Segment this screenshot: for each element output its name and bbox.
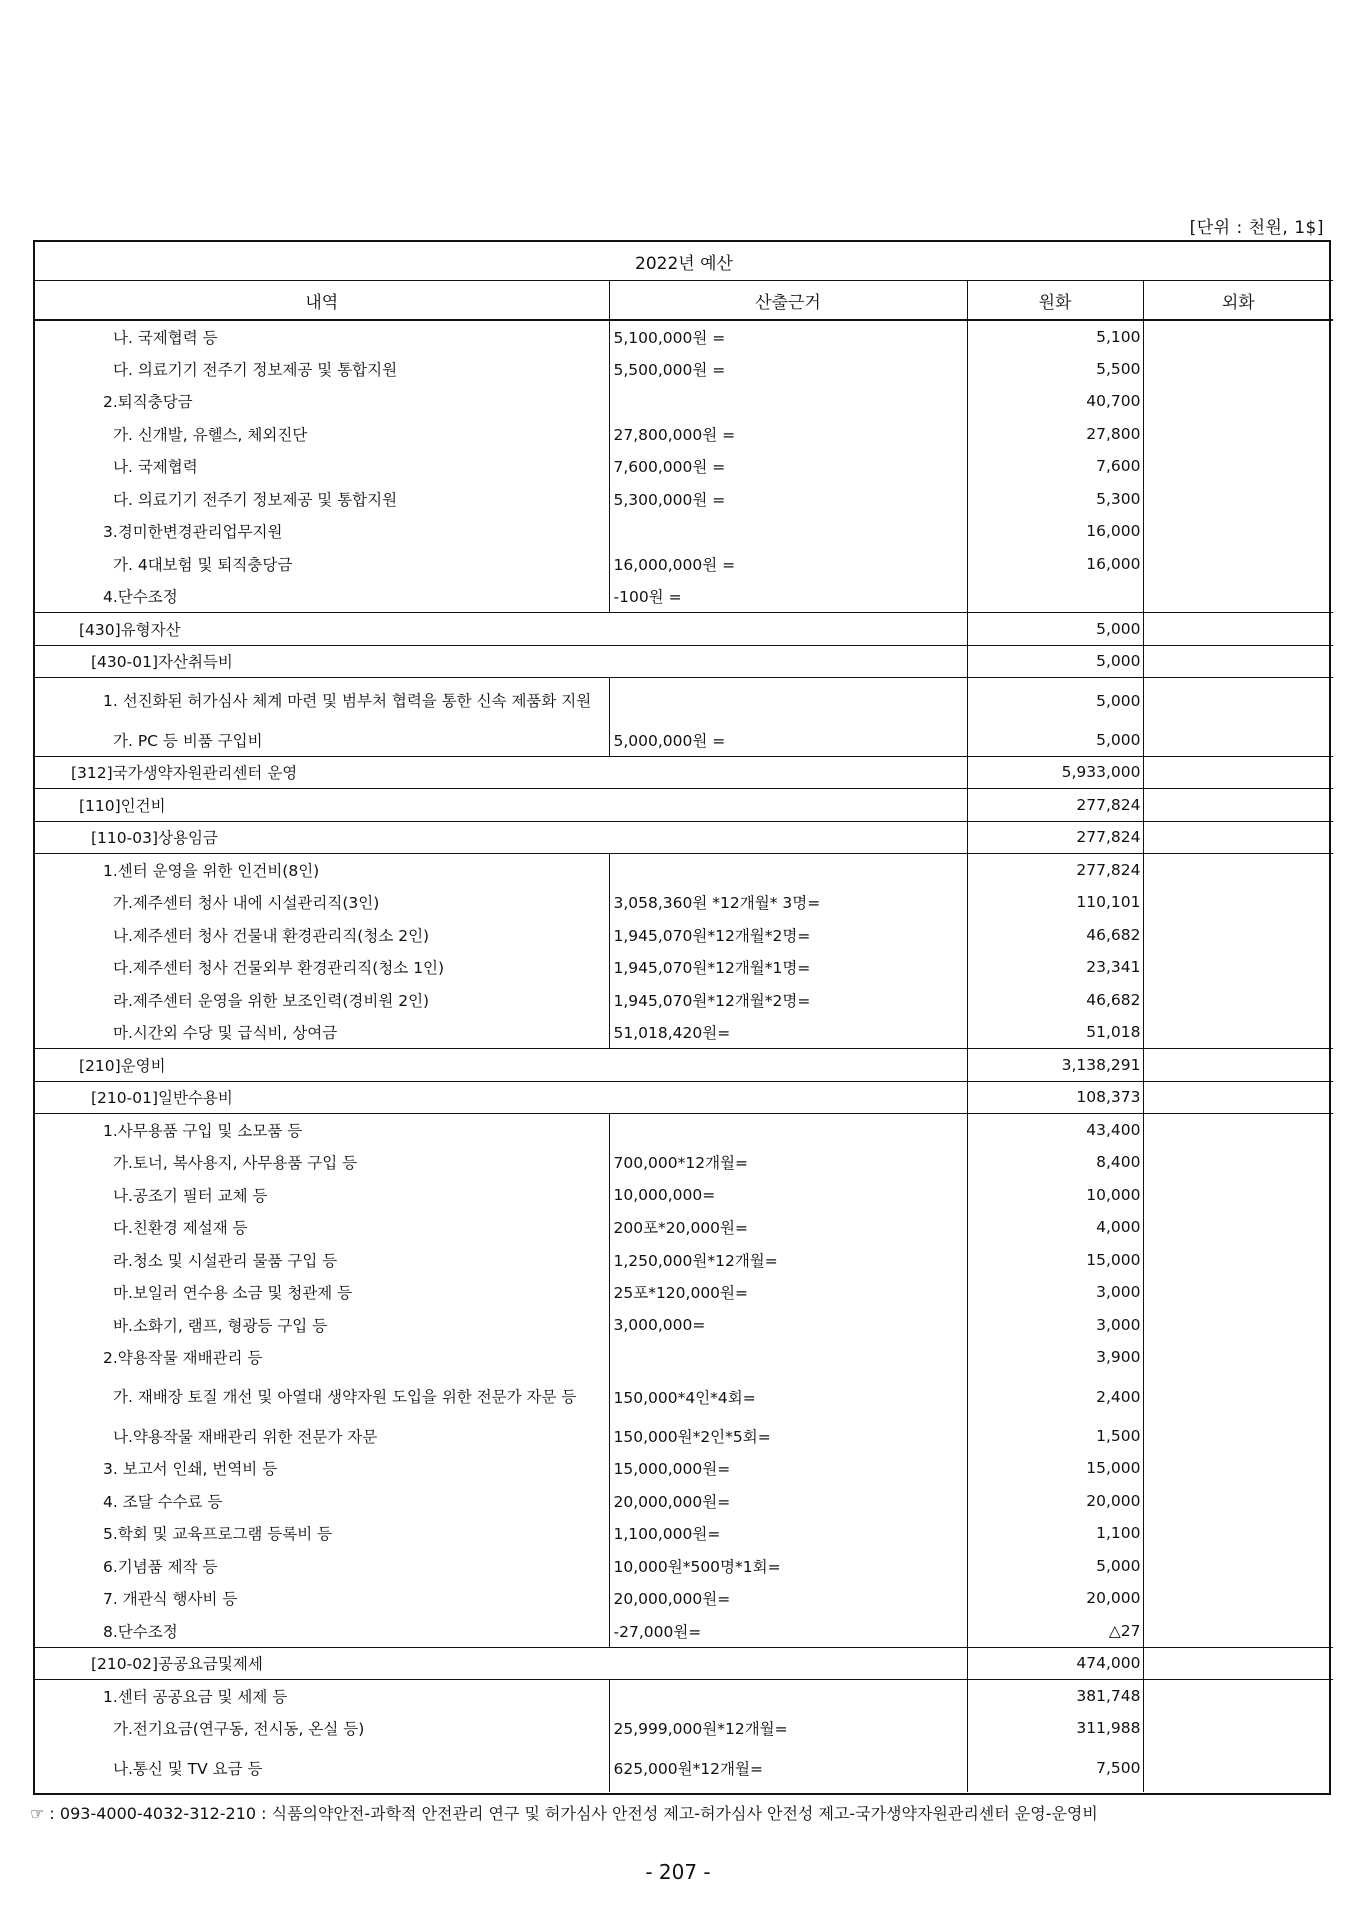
- row-fx: [1143, 1341, 1333, 1374]
- row-fx: [1143, 821, 1333, 854]
- row-item: [210-01]일반수용비: [35, 1081, 967, 1114]
- row-basis: 10,000,000=: [609, 1179, 967, 1212]
- row-item: 1. 선진화된 허가심사 체계 마련 및 범부처 협력을 통한 신속 제품화 지원: [35, 678, 609, 724]
- table-row: [35, 1374, 1333, 1420]
- row-krw: 277,824: [967, 854, 1143, 887]
- table-row: [35, 450, 1333, 483]
- row-fx: [1143, 984, 1333, 1017]
- table-row: [35, 1517, 1333, 1550]
- row-fx: [1143, 1211, 1333, 1244]
- row-basis: [609, 1680, 967, 1713]
- row-basis: [609, 1341, 967, 1374]
- table-row: [35, 1146, 1333, 1179]
- row-basis: 3,000,000=: [609, 1309, 967, 1342]
- row-fx: [1143, 1309, 1333, 1342]
- row-krw: 46,682: [967, 984, 1143, 1017]
- row-krw: 277,824: [967, 789, 1143, 822]
- table-row: [35, 1081, 1333, 1114]
- row-krw: 5,933,000: [967, 756, 1143, 789]
- row-fx: [1143, 1485, 1333, 1518]
- row-krw: 5,000: [967, 678, 1143, 724]
- row-item: 가. PC 등 비품 구입비: [35, 724, 609, 757]
- row-krw: 3,000: [967, 1276, 1143, 1309]
- row-fx: [1143, 548, 1333, 581]
- table-row: [35, 854, 1333, 887]
- table-row: [35, 886, 1333, 919]
- row-fx: [1143, 1647, 1333, 1680]
- table-row: [35, 1016, 1333, 1049]
- row-krw: 16,000: [967, 548, 1143, 581]
- row-item: 나.약용작물 재배관리 위한 전문가 자문: [35, 1420, 609, 1453]
- row-item: 다. 의료기기 전주기 정보제공 및 통합지원: [35, 353, 609, 386]
- row-fx: [1143, 854, 1333, 887]
- row-krw: 5,000: [967, 1550, 1143, 1583]
- row-basis: 1,250,000원*12개월=: [609, 1244, 967, 1277]
- table-title: 2022년 예산: [35, 242, 1333, 281]
- table-body: [35, 320, 1333, 1792]
- row-item: 나. 국제협력 등: [35, 320, 609, 353]
- table-row: [35, 984, 1333, 1017]
- row-krw: 20,000: [967, 1485, 1143, 1518]
- row-krw: 1,500: [967, 1420, 1143, 1453]
- row-fx: [1143, 645, 1333, 678]
- row-fx: [1143, 951, 1333, 984]
- row-item: 나. 국제협력: [35, 450, 609, 483]
- row-item: 4.단수조정: [35, 580, 609, 613]
- row-basis: 25,999,000원*12개월=: [609, 1712, 967, 1745]
- row-krw: 5,500: [967, 353, 1143, 386]
- row-item: 2.약용작물 재배관리 등: [35, 1341, 609, 1374]
- row-fx: [1143, 613, 1333, 646]
- row-basis: 1,945,070원*12개월*2명=: [609, 984, 967, 1017]
- row-krw: 23,341: [967, 951, 1143, 984]
- table-row: [35, 548, 1333, 581]
- row-item: 가.전기요금(연구동, 전시동, 온실 등): [35, 1712, 609, 1745]
- table-row: [35, 951, 1333, 984]
- table-row: [35, 756, 1333, 789]
- table-row: [35, 1615, 1333, 1648]
- table-row: [35, 1049, 1333, 1082]
- table-row: [35, 724, 1333, 757]
- row-krw: 5,300: [967, 483, 1143, 516]
- row-fx: [1143, 580, 1333, 613]
- table-row: [35, 353, 1333, 386]
- row-fx: [1143, 1420, 1333, 1453]
- table-row: [35, 1309, 1333, 1342]
- row-fx: [1143, 1114, 1333, 1147]
- table-row: [35, 1341, 1333, 1374]
- header-fx: 외화: [1143, 281, 1333, 321]
- row-item: 8.단수조정: [35, 1615, 609, 1648]
- header-krw: 원화: [967, 281, 1143, 321]
- table-row: [35, 1582, 1333, 1615]
- row-basis: 7,600,000원 =: [609, 450, 967, 483]
- row-krw: 5,100: [967, 320, 1143, 353]
- table-row: [35, 1276, 1333, 1309]
- row-basis: 1,945,070원*12개월*2명=: [609, 919, 967, 952]
- row-item: 4. 조달 수수료 등: [35, 1485, 609, 1518]
- row-fx: [1143, 1179, 1333, 1212]
- row-item: 나.통신 및 TV 요금 등: [35, 1745, 609, 1792]
- row-krw: 5,000: [967, 645, 1143, 678]
- row-item: [312]국가생약자원관리센터 운영: [35, 756, 967, 789]
- row-krw: 8,400: [967, 1146, 1143, 1179]
- row-item: 1.센터 공공요금 및 세제 등: [35, 1680, 609, 1713]
- row-item: 가.제주센터 청사 내에 시설관리직(3인): [35, 886, 609, 919]
- table-row: [35, 580, 1333, 613]
- row-basis: 25포*120,000원=: [609, 1276, 967, 1309]
- row-basis: -100원 =: [609, 580, 967, 613]
- row-basis: 5,000,000원 =: [609, 724, 967, 757]
- budget-table: [35, 242, 1333, 1792]
- row-krw: 7,600: [967, 450, 1143, 483]
- row-fx: [1143, 886, 1333, 919]
- row-fx: [1143, 724, 1333, 757]
- page-number: - 207 -: [645, 1860, 711, 1884]
- row-krw: 43,400: [967, 1114, 1143, 1147]
- row-basis: 16,000,000원 =: [609, 548, 967, 581]
- row-fx: [1143, 1276, 1333, 1309]
- row-fx: [1143, 1745, 1333, 1792]
- unit-label: [단위 : 천원, 1$]: [1189, 218, 1324, 238]
- row-fx: [1143, 789, 1333, 822]
- row-item: 3. 보고서 인쇄, 번역비 등: [35, 1452, 609, 1485]
- row-item: 다.제주센터 청사 건물외부 환경관리직(청소 1인): [35, 951, 609, 984]
- table-row: [35, 919, 1333, 952]
- table-row: [35, 1712, 1333, 1745]
- row-item: 다.친환경 제설재 등: [35, 1211, 609, 1244]
- table-row: [35, 1211, 1333, 1244]
- row-krw: 15,000: [967, 1452, 1143, 1485]
- table-row: [35, 1550, 1333, 1583]
- row-item: 나.공조기 필터 교체 등: [35, 1179, 609, 1212]
- table-row: [35, 1179, 1333, 1212]
- row-krw: 20,000: [967, 1582, 1143, 1615]
- table-row: [35, 515, 1333, 548]
- footnote: ☞ : 093-4000-4032-312-210 : 식품의약안전-과학적 안전관리 연구 및 허가심사 안전성 제고-허가심사 안전성 제고-국가생약자원관리센터 운영-운영비: [30, 1804, 1098, 1823]
- table-row: [35, 1420, 1333, 1453]
- row-krw: 7,500: [967, 1745, 1143, 1792]
- row-krw: 108,373: [967, 1081, 1143, 1114]
- header-item: 내역: [35, 281, 609, 321]
- table-row: [35, 1647, 1333, 1680]
- row-fx: [1143, 1615, 1333, 1648]
- row-fx: [1143, 678, 1333, 724]
- row-item: 가.토너, 복사용지, 사무용품 구입 등: [35, 1146, 609, 1179]
- row-item: 5.학회 및 교육프로그램 등록비 등: [35, 1517, 609, 1550]
- row-basis: [609, 515, 967, 548]
- row-item: 6.기념품 제작 등: [35, 1550, 609, 1583]
- row-basis: [609, 1114, 967, 1147]
- row-krw: 27,800: [967, 418, 1143, 451]
- row-basis: 150,000원*2인*5회=: [609, 1420, 967, 1453]
- row-fx: [1143, 1712, 1333, 1745]
- row-krw: 16,000: [967, 515, 1143, 548]
- row-basis: 20,000,000원=: [609, 1582, 967, 1615]
- row-krw: 46,682: [967, 919, 1143, 952]
- row-item: 바.소화기, 램프, 형광등 구입 등: [35, 1309, 609, 1342]
- row-basis: 10,000원*500명*1회=: [609, 1550, 967, 1583]
- row-item: [110]인건비: [35, 789, 967, 822]
- row-basis: 1,945,070원*12개월*1명=: [609, 951, 967, 984]
- table-row: [35, 1452, 1333, 1485]
- row-basis: -27,000원=: [609, 1615, 967, 1648]
- row-krw: 3,138,291: [967, 1049, 1143, 1082]
- row-fx: [1143, 1049, 1333, 1082]
- row-basis: 27,800,000원 =: [609, 418, 967, 451]
- row-krw: 110,101: [967, 886, 1143, 919]
- table-row: [35, 1745, 1333, 1792]
- row-krw: 5,000: [967, 724, 1143, 757]
- row-fx: [1143, 515, 1333, 548]
- row-fx: [1143, 483, 1333, 516]
- row-krw: 3,900: [967, 1341, 1143, 1374]
- header-basis: 산출근거: [609, 281, 967, 321]
- row-item: [110-03]상용임금: [35, 821, 967, 854]
- row-item: 가. 4대보험 및 퇴직충당금: [35, 548, 609, 581]
- row-krw: 15,000: [967, 1244, 1143, 1277]
- row-item: 1.센터 운영을 위한 인건비(8인): [35, 854, 609, 887]
- row-krw: 4,000: [967, 1211, 1143, 1244]
- row-item: [210]운영비: [35, 1049, 967, 1082]
- row-krw: 1,100: [967, 1517, 1143, 1550]
- row-basis: 5,300,000원 =: [609, 483, 967, 516]
- row-krw: 381,748: [967, 1680, 1143, 1713]
- row-basis: 625,000원*12개월=: [609, 1745, 967, 1792]
- row-krw: 51,018: [967, 1016, 1143, 1049]
- row-item: 마.시간외 수당 및 급식비, 상여금: [35, 1016, 609, 1049]
- table-row: [35, 789, 1333, 822]
- row-basis: 5,500,000원 =: [609, 353, 967, 386]
- table-row: [35, 418, 1333, 451]
- row-item: 나.제주센터 청사 건물내 환경관리직(청소 2인): [35, 919, 609, 952]
- budget-table-frame: [33, 240, 1331, 1795]
- row-basis: [609, 385, 967, 418]
- row-basis: 15,000,000원=: [609, 1452, 967, 1485]
- row-fx: [1143, 1582, 1333, 1615]
- row-item: [210-02]공공요금및제세: [35, 1647, 967, 1680]
- row-fx: [1143, 1081, 1333, 1114]
- table-row: [35, 483, 1333, 516]
- row-krw: 2,400: [967, 1374, 1143, 1420]
- row-item: 3.경미한변경관리업무지원: [35, 515, 609, 548]
- row-basis: 5,100,000원 =: [609, 320, 967, 353]
- table-row: [35, 678, 1333, 724]
- table-row: [35, 1485, 1333, 1518]
- row-fx: [1143, 1146, 1333, 1179]
- row-basis: 20,000,000원=: [609, 1485, 967, 1518]
- table-row: [35, 1114, 1333, 1147]
- table-row: [35, 1244, 1333, 1277]
- row-krw: 40,700: [967, 385, 1143, 418]
- row-krw: 474,000: [967, 1647, 1143, 1680]
- row-fx: [1143, 1517, 1333, 1550]
- row-fx: [1143, 353, 1333, 386]
- row-item: 가. 신개발, 유헬스, 체외진단: [35, 418, 609, 451]
- row-basis: [609, 678, 967, 724]
- row-fx: [1143, 756, 1333, 789]
- row-item: 가. 재배장 토질 개선 및 아열대 생약자원 도입을 위한 전문가 자문 등: [35, 1374, 609, 1420]
- row-fx: [1143, 1016, 1333, 1049]
- table-row: [35, 385, 1333, 418]
- row-krw: 10,000: [967, 1179, 1143, 1212]
- row-fx: [1143, 385, 1333, 418]
- row-item: 마.보일러 연수용 소금 및 청관제 등: [35, 1276, 609, 1309]
- row-fx: [1143, 919, 1333, 952]
- row-fx: [1143, 1244, 1333, 1277]
- row-fx: [1143, 1550, 1333, 1583]
- table-row: [35, 821, 1333, 854]
- row-basis: [609, 854, 967, 887]
- row-item: 라.청소 및 시설관리 물품 구입 등: [35, 1244, 609, 1277]
- row-item: 라.제주센터 운영을 위한 보조인력(경비원 2인): [35, 984, 609, 1017]
- row-fx: [1143, 320, 1333, 353]
- row-item: [430-01]자산취득비: [35, 645, 967, 678]
- row-krw: △27: [967, 1615, 1143, 1648]
- row-fx: [1143, 1374, 1333, 1420]
- row-fx: [1143, 1452, 1333, 1485]
- row-basis: 1,100,000원=: [609, 1517, 967, 1550]
- table-row: [35, 645, 1333, 678]
- row-basis: 150,000*4인*4회=: [609, 1374, 967, 1420]
- row-krw: 3,000: [967, 1309, 1143, 1342]
- row-item: 1.사무용품 구입 및 소모품 등: [35, 1114, 609, 1147]
- row-krw: 5,000: [967, 613, 1143, 646]
- row-krw: 311,988: [967, 1712, 1143, 1745]
- row-fx: [1143, 450, 1333, 483]
- row-krw: [967, 580, 1143, 613]
- table-row: [35, 613, 1333, 646]
- row-basis: 51,018,420원=: [609, 1016, 967, 1049]
- row-basis: 200포*20,000원=: [609, 1211, 967, 1244]
- row-fx: [1143, 1680, 1333, 1713]
- row-basis: 3,058,360원 *12개월* 3명=: [609, 886, 967, 919]
- row-fx: [1143, 418, 1333, 451]
- row-item: 다. 의료기기 전주기 정보제공 및 통합지원: [35, 483, 609, 516]
- row-basis: 700,000*12개월=: [609, 1146, 967, 1179]
- row-item: 2.퇴직충당금: [35, 385, 609, 418]
- row-item: 7. 개관식 행사비 등: [35, 1582, 609, 1615]
- table-row: [35, 1680, 1333, 1713]
- table-row: [35, 320, 1333, 353]
- row-item: [430]유형자산: [35, 613, 967, 646]
- row-krw: 277,824: [967, 821, 1143, 854]
